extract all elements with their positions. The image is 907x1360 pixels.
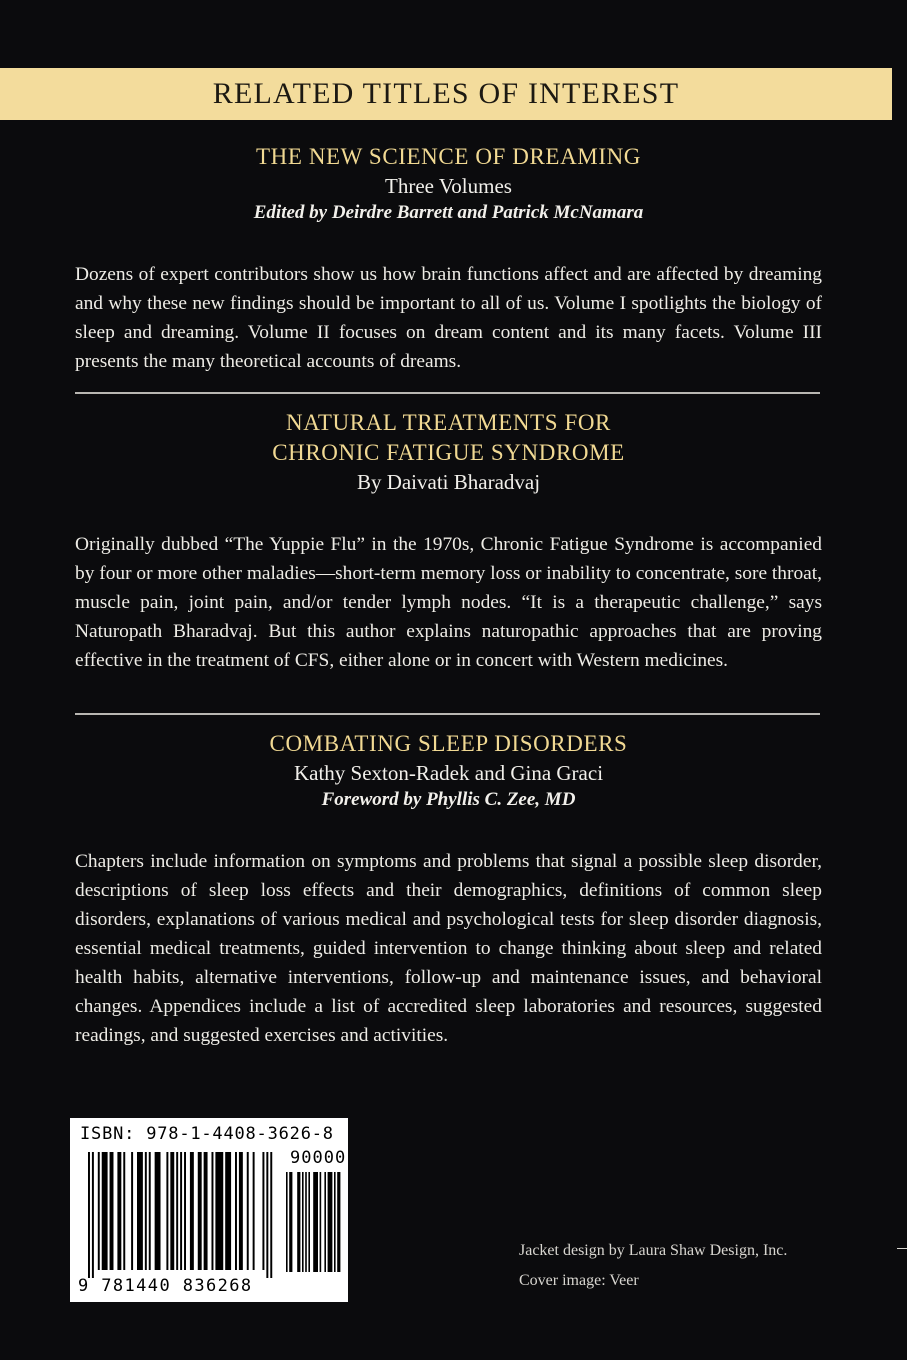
ean-number: 9 781440 836268 — [78, 1276, 253, 1296]
book-description: Dozens of expert contributors show us how brain functions affect and are affected by dreaming and why these new findings should be important to all of us. Volume I spotlights the biology of sleep and dreaming. Volume II focuses on dream content and its many facets. Volume III presents the many theoretical accounts of dreams. — [75, 264, 822, 372]
book-authors: Kathy Sexton-Radek and Gina Graci — [293, 761, 604, 785]
isbn-text: ISBN: 978-1-4408-3626-8 — [80, 1124, 334, 1144]
section-divider — [75, 392, 820, 394]
banner-label: RELATED TITLES OF INTEREST — [212, 77, 680, 110]
book-subtitle: Three Volumes — [385, 174, 512, 198]
book-entry-natural-treatments-cfs — [75, 408, 822, 675]
section-divider — [75, 713, 820, 715]
book-credit: Edited by Deirdre Barrett and Patrick McNamara — [253, 202, 644, 223]
book-title: COMBATING SLEEP DISORDERS — [269, 731, 628, 756]
book-title-line-2: CHRONIC FATIGUE SYNDROME — [272, 440, 625, 465]
book-heading — [75, 142, 822, 226]
cover-image-credit: Cover image: Veer — [519, 1272, 639, 1289]
book-heading — [75, 729, 822, 813]
isbn-barcode — [70, 1118, 348, 1302]
ean-barcode-bars — [88, 1152, 278, 1278]
addon-number: 90000 — [290, 1148, 347, 1168]
addon-barcode-bars — [286, 1172, 342, 1280]
book-foreword-credit: Foreword by Phyllis C. Zee, MD — [321, 789, 576, 810]
book-title: THE NEW SCIENCE OF DREAMING — [255, 144, 642, 169]
book-title-line-1: NATURAL TREATMENTS FOR — [285, 410, 611, 435]
book-author: By Daivati Bharadvaj — [356, 470, 541, 494]
design-credits — [519, 1236, 787, 1296]
trim-mark — [897, 1248, 907, 1249]
book-entry-new-science-of-dreaming — [75, 142, 822, 376]
book-heading — [75, 408, 822, 496]
book-description: Originally dubbed “The Yuppie Flu” in the 1970s, Chronic Fatigue Syndrome is accompanied by four or more other maladies—short-term memory loss or inability to concentrate, sore throat, muscle pain, joint pain, and/or tender lymph nodes. “It is a therapeutic challenge,” says Naturopath Bharadvaj. But this author explains naturopathic approaches that are proving effective in the treatment of CFS, either alone or in concert with Western medicines. — [75, 534, 822, 671]
book-description: Chapters include information on symptoms and problems that signal a possible sleep disorder, descriptions of sleep loss effects and their demographics, definitions of common sleep disorders, explanations of various medical and psychological tests for sleep disorder diagnosis, essential medical treatments, guided intervention to change thinking about sleep and related health habits, alternative interventions, follow-up and maintenance issues, and behavioral changes. Appendices include a list of accredited sleep laboratories and resources, suggested readings, and suggested exercises and activities. — [75, 851, 822, 1046]
related-titles-banner — [0, 68, 892, 120]
book-entry-combating-sleep-disorders — [75, 729, 822, 1050]
jacket-design-credit: Jacket design by Laura Shaw Design, Inc. — [519, 1242, 788, 1259]
